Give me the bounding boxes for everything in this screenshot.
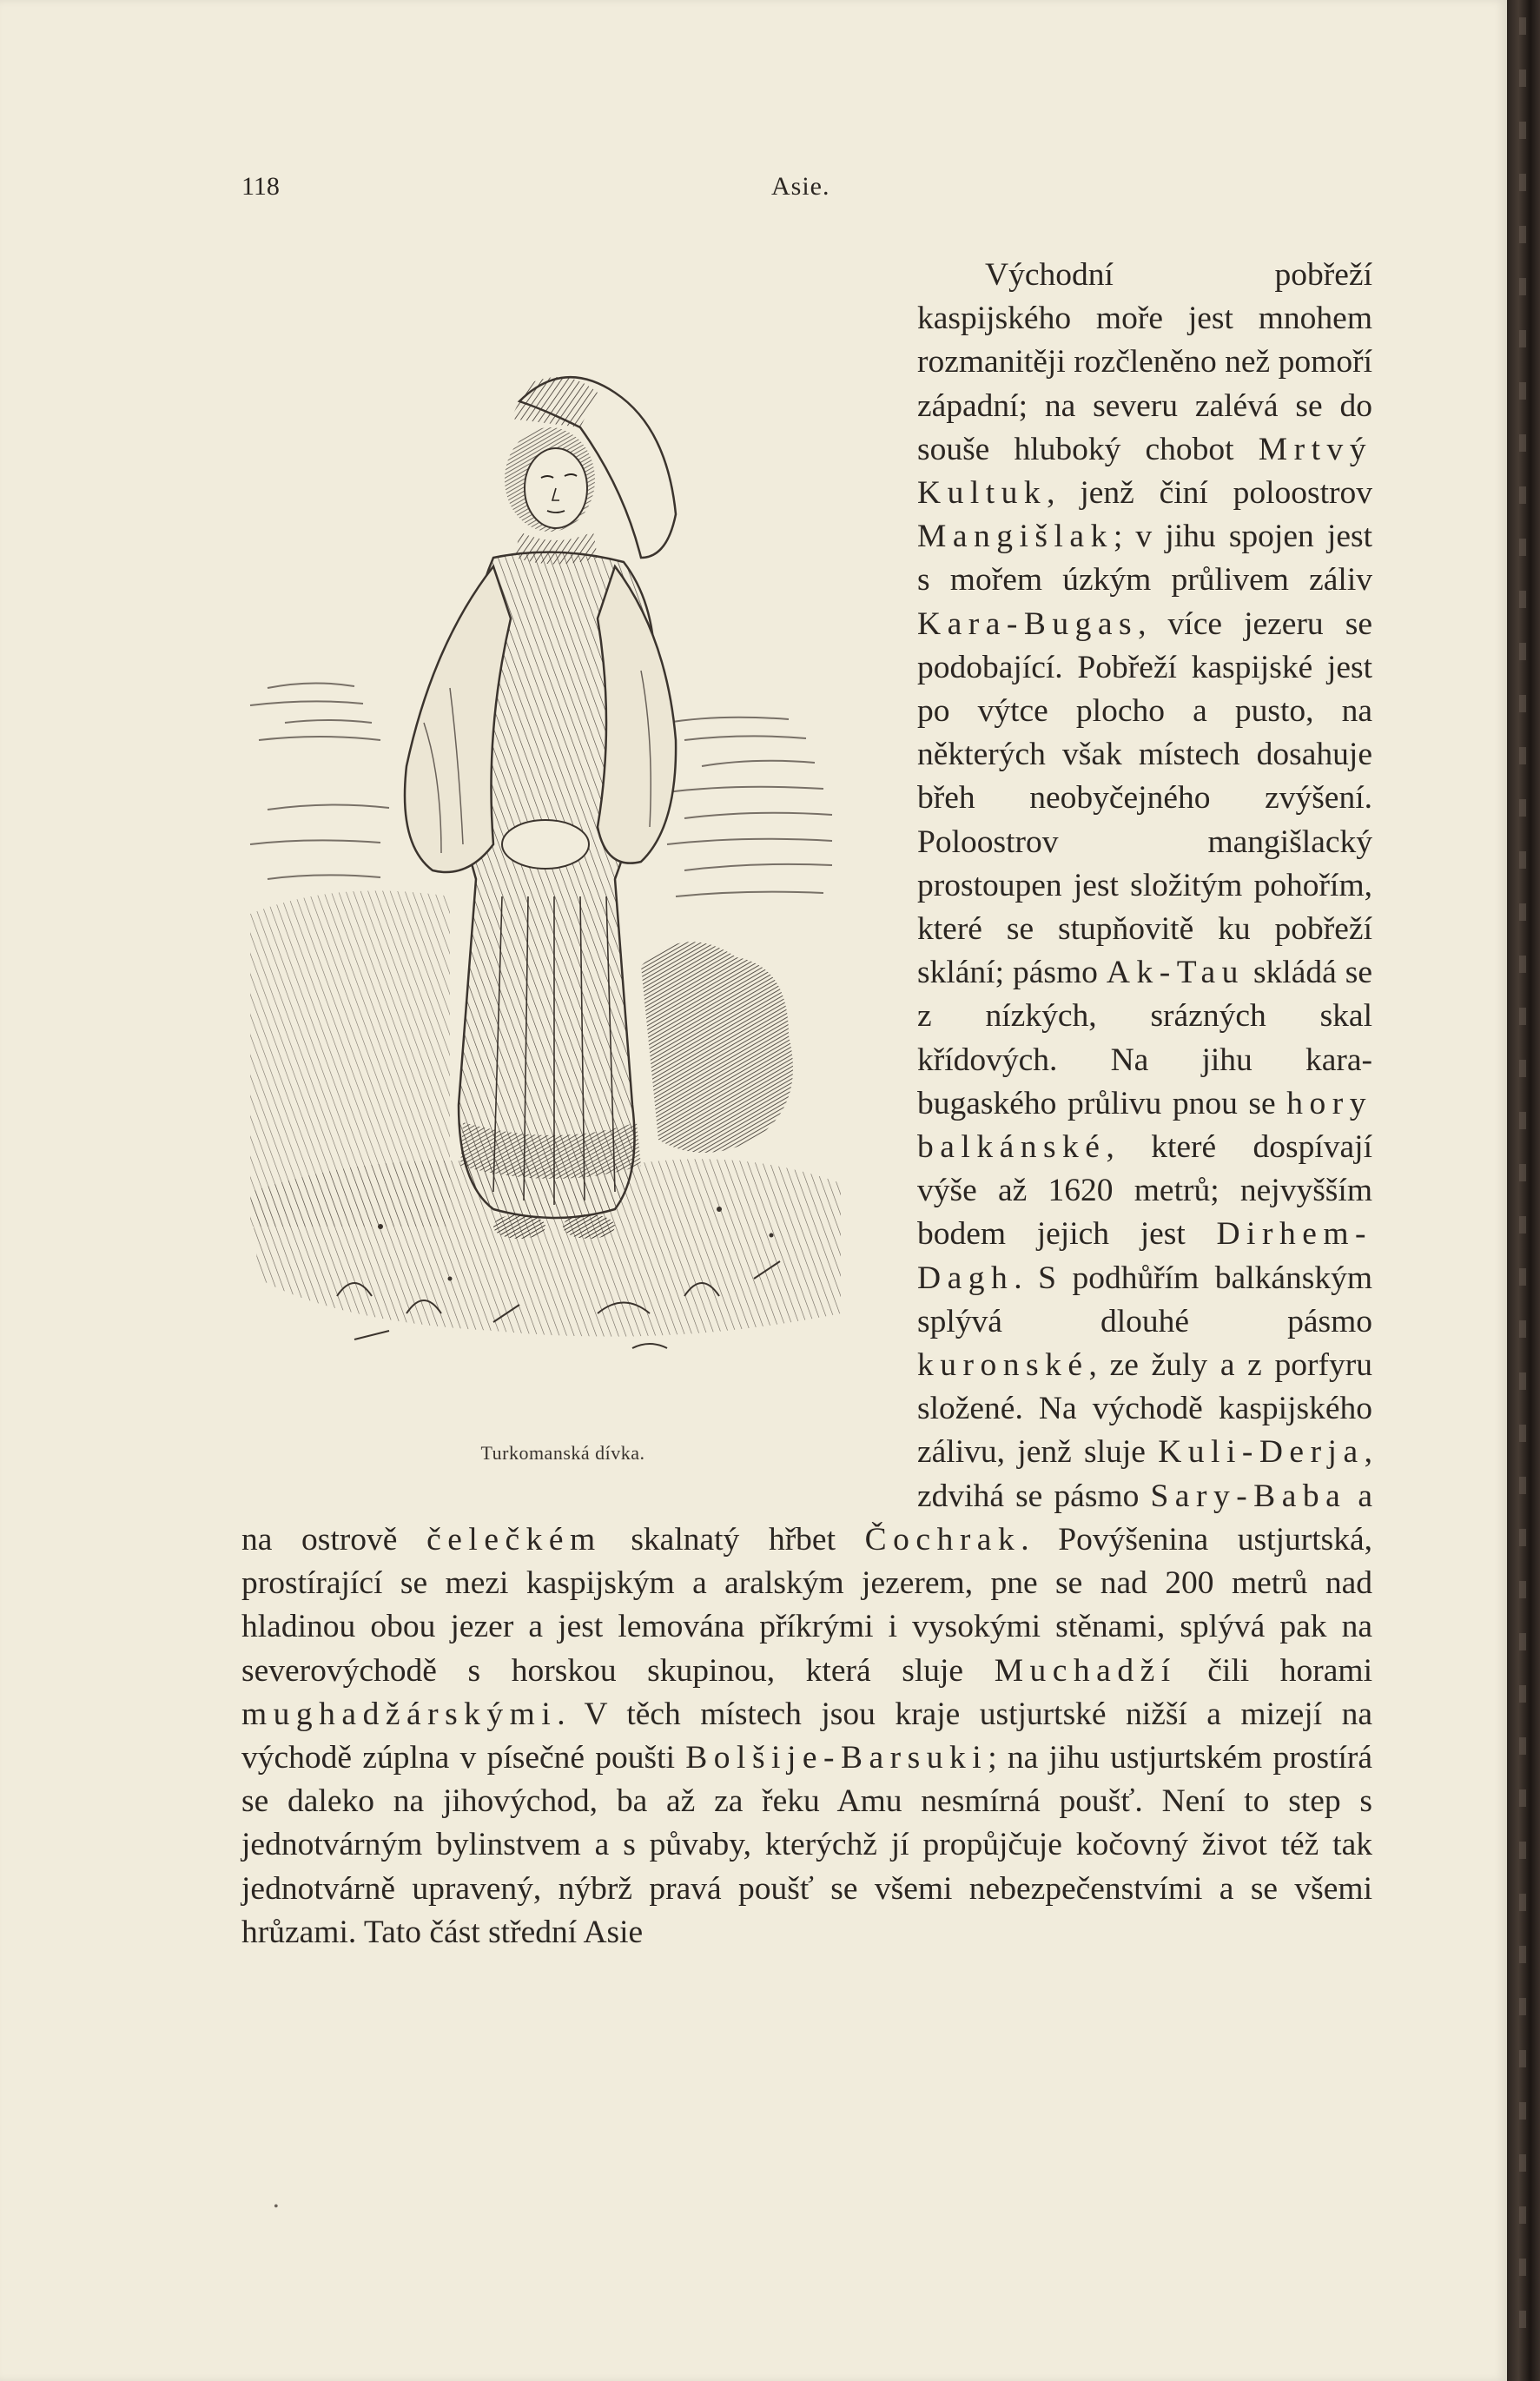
place-name: Kuli-Derja (1158, 1434, 1365, 1471)
place-name: Čochrak (864, 1521, 1021, 1558)
running-head: Asie. (771, 172, 830, 201)
text-run: a na ostrově (241, 1478, 1372, 1558)
text-run: , ze žuly a z porfyru složené. Na východě kaspijského zálivu, jenž sluje (917, 1347, 1372, 1471)
place-name: Kara-Bugas (917, 605, 1139, 642)
text-run: skalnatý hřbet (601, 1521, 865, 1558)
text-run: , které dospívají výše až 1620 metrů; nejvyšším bodem jejich jest (917, 1129, 1372, 1253)
place-name: hory balkánské (917, 1085, 1372, 1166)
text-run: , více jezeru se podobající. Pobřeží kaspijské jest po výtce plocho a pusto, na některých však místech dosahuje břeh neobyčejného zvýšení. Poloostrov mangišlacký prostoupen jest složitým pohořím, které se stupňovitě ku pobřeží sklání; pásmo (917, 605, 1372, 991)
place-name: kuronské (917, 1347, 1089, 1384)
page-header (241, 172, 1371, 215)
text-run: . Povýšenina ustjurtská, prostírající se mezi kaspijským a aralským jezerem, pne se nad 200 metrů nad hladinou obou jezer a jest lemována příkrými i vysokými stěnami, splývá pak na severovýchodě s horskou skupinou, která sluje (241, 1521, 1372, 1689)
figure-caption: Turkomanská dívka. (480, 1442, 645, 1464)
page-number: 118 (241, 172, 280, 201)
place-name: Mrtvý Kultuk (917, 431, 1372, 512)
text-run: ; v jihu spojen jest s mořem úzkým průlivem záliv (917, 519, 1372, 599)
book-binding-edge (1507, 0, 1540, 2381)
text-run: skládá se z nízkých, srázných skal křídových. Na jihu kara-bugaského průlivu pnou se (917, 955, 1372, 1121)
text-run: čili horami (1176, 1652, 1372, 1689)
paper-speck: • (274, 2199, 279, 2214)
text-run: , jenž činí poloostrov (1047, 475, 1372, 512)
place-name: Bolšije-Barsuki (685, 1739, 988, 1776)
binding-stitch (1519, 17, 1526, 2363)
text-run: , zdvihá se pásmo (917, 1434, 1372, 1514)
figure-illustration (233, 358, 893, 1505)
body-text (241, 254, 1372, 1954)
place-name: Dirhem-Dagh (917, 1216, 1372, 1296)
text-run: ; na jihu ustjurtském prostírá se daleko na jihovýchod, ba až za řeku Amu nesmírná poušť. Není to step s jednotvárným bylinstvem a s půvaby, kterýchž jí propůjčuje kočovný život též tak jednotvárně upravený, nýbrž pravá poušť se všemi nebezpečenstvími a se všemi hrůzami. Tato část střední Asie (241, 1739, 1373, 1950)
text-run: . S podhůřím balkánským splývá dlouhé pásmo (917, 1260, 1372, 1339)
text-run: Východní pobřeží kaspijského moře jest mnohem rozmanitěji rozčleněno než pomoří západní; na severu zalévá se do souše hluboký chobot (917, 257, 1372, 467)
text-run: . V těch místech jsou kraje ustjurtské nižší a mizejí na východě zúplna v písečné poušti (241, 1696, 1372, 1776)
place-name: Mangišlak (917, 519, 1114, 555)
place-name: Sary-Baba (1150, 1478, 1347, 1514)
engraving-woman-icon (233, 358, 893, 1426)
place-name: mughadžárskými (241, 1696, 558, 1732)
place-name: Ak-Tau (1106, 955, 1245, 991)
place-name: čelečkém (426, 1521, 602, 1558)
place-name: Muchadží (994, 1652, 1177, 1689)
